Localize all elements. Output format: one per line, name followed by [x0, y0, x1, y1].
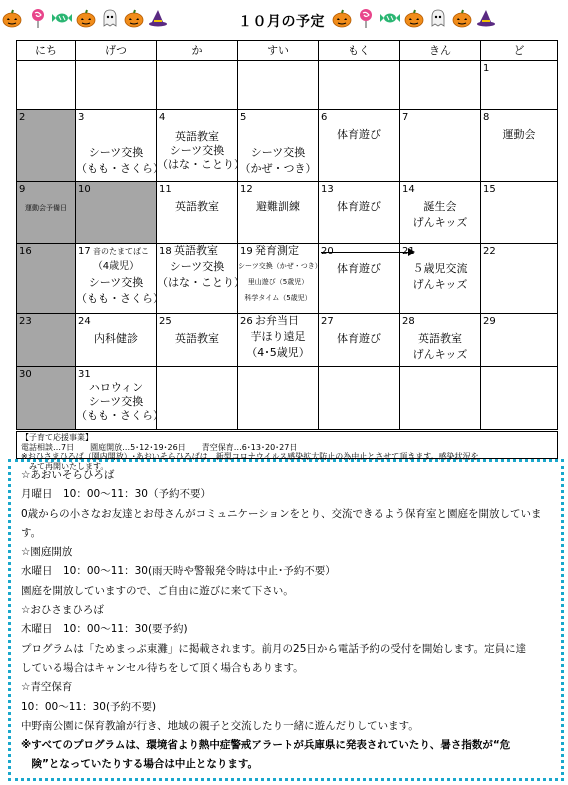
pumpkin-icon — [404, 8, 424, 28]
aoizora-desc-2: す。 — [21, 526, 42, 539]
day-inline-event: 英語教室 — [174, 244, 218, 257]
support-heading: 【子育て応援事業】 — [21, 433, 93, 442]
pumpkin-icon — [2, 8, 22, 28]
day-event: 体育遊び — [337, 262, 381, 275]
candy-icon — [28, 8, 48, 28]
day-cell — [481, 182, 558, 244]
day-cell — [76, 367, 164, 430]
day-event: ハロウィン — [88, 381, 144, 394]
witch-hat-icon — [148, 8, 168, 28]
day-event: 避難訓練 — [256, 200, 300, 213]
day-event: げんキッズ — [412, 216, 468, 229]
day-cell — [157, 367, 238, 430]
day-number: 12 — [240, 184, 253, 195]
day-cell — [319, 182, 400, 244]
weekday-header: か — [157, 41, 238, 61]
day-number: 14 — [402, 184, 415, 195]
day-inline-event: 発育測定 — [255, 244, 299, 257]
day-number: 11 — [159, 184, 172, 195]
day-cell — [319, 244, 400, 314]
support-programs-box — [16, 431, 558, 471]
day-event: （もも・さくら） — [76, 162, 164, 175]
day-number: 30 — [19, 369, 32, 380]
day-number: 23 — [19, 316, 32, 327]
day-cell — [238, 244, 322, 314]
day-cell — [319, 110, 400, 182]
aoizora-heading: ☆あおいそらひろば — [21, 469, 115, 481]
day-number: 27 — [321, 316, 334, 327]
day-event: 里山遊び（5歳児） — [247, 278, 309, 286]
day-cell — [17, 61, 76, 110]
aoizora-desc-1: 0歳からの小さなお友達とお母さんがコミュニケーションをとり、交流できるよう保育室と園庭を開放していま — [21, 507, 542, 520]
day-cell — [319, 367, 400, 430]
pumpkin-icon — [124, 8, 144, 28]
day-number: 10 — [78, 184, 91, 195]
day-number: 8 — [483, 112, 490, 123]
witch-hat-icon — [476, 8, 496, 28]
day-cell — [76, 61, 157, 110]
day-cell — [157, 314, 238, 367]
aoizora-time: 月曜日 10：00～11：30（予約不要） — [21, 488, 211, 501]
day-number: 16 — [19, 246, 32, 257]
day-event: 科学タイム（5歳児） — [244, 294, 312, 302]
day-event: 英語教室 — [175, 200, 219, 213]
day-event: 内科健診 — [94, 332, 138, 345]
day-number: 3 — [78, 112, 85, 123]
weekday-header: きん — [400, 41, 481, 61]
day-event: シーツ交換 — [88, 395, 144, 408]
day-event: （もも・さくら） — [76, 292, 164, 305]
day-number: 6 — [321, 112, 328, 123]
day-cell — [400, 182, 481, 244]
day-number: 25 — [159, 316, 172, 327]
weekday-header: ど — [481, 41, 558, 61]
day-cell — [481, 61, 558, 110]
day-event: シーツ交換 — [250, 146, 306, 159]
day-event: げんキッズ — [412, 278, 468, 291]
day-number: 19 — [240, 246, 253, 257]
event-span-arrow-line — [321, 252, 410, 253]
day-event: シーツ交換 — [169, 144, 225, 157]
day-number: 7 — [402, 112, 409, 123]
day-cell — [157, 182, 238, 244]
day-event: 運動会 — [502, 128, 536, 141]
cancellation-note-1: ※すべてのプログラムは、環境省より熱中症警戒アラートが兵庫県に発表されていたり、暑さ指数が“危 — [21, 739, 511, 752]
pumpkin-icon — [452, 8, 472, 28]
day-number: 21 — [402, 246, 415, 257]
cancellation-note-2: 険”となっていたりする場合は中止となります。 — [21, 758, 259, 771]
pumpkin-icon — [76, 8, 96, 28]
arrow-head-icon — [408, 248, 415, 256]
weekday-header: もく — [319, 41, 400, 61]
day-number: 24 — [78, 316, 91, 327]
support-line-2: ※おひさまひろば（園内開放）･あおいそらひろばは、新型コロナウイルス感染拡大防止の為中止とさせて頂きます。感染状況を — [21, 452, 479, 462]
day-cell — [481, 110, 558, 182]
day-event: （はな・ことり） — [157, 158, 245, 171]
day-event: （4･5歳児） — [246, 346, 310, 359]
day-number: 4 — [159, 112, 166, 123]
day-event: （4歳児） — [92, 261, 140, 272]
day-number: 26 — [240, 316, 253, 327]
day-cell — [17, 314, 76, 367]
day-cell — [157, 110, 245, 182]
garden-time: 水曜日 10：00～11：30(雨天時や警報発令時は中止･予約不要） — [21, 565, 336, 578]
day-event: 体育遊び — [337, 128, 381, 141]
day-cell — [481, 367, 558, 430]
day-event: 運動会予備日 — [25, 204, 67, 212]
day-cell — [238, 110, 319, 182]
day-cell — [17, 110, 76, 182]
ghost-icon — [100, 8, 120, 28]
support-line-1: 電話相談…7日 園庭開放…5･12･19･26日 青空保育…6･13･20･27日 — [21, 442, 298, 452]
wrapped-candy-icon — [380, 8, 400, 28]
aozora-heading: ☆青空保育 — [21, 681, 73, 694]
day-cell — [157, 61, 238, 110]
header — [0, 0, 568, 38]
ohisama-time: 木曜日 10：00～11：30(要予約) — [21, 623, 188, 636]
ohisama-heading: ☆おひさまひろば — [21, 604, 104, 617]
day-cell — [17, 367, 76, 430]
day-cell — [76, 244, 164, 314]
day-event: 体育遊び — [337, 200, 381, 213]
day-cell — [238, 367, 319, 430]
day-cell — [319, 61, 400, 110]
day-cell — [238, 61, 319, 110]
day-event: ５歳児交流 — [412, 262, 468, 275]
day-cell — [17, 244, 76, 314]
garden-heading: ☆園庭開放 — [21, 546, 73, 559]
day-event: （もも・さくら） — [76, 409, 164, 422]
day-number: 17 — [78, 246, 91, 257]
program-info-box — [8, 459, 564, 781]
day-cell — [400, 110, 481, 182]
wrapped-candy-icon — [52, 8, 72, 28]
day-number: 22 — [483, 246, 496, 257]
ohisama-desc-1: プログラムは「ためまっぷ東灘」に掲載されます。前月の25日から電話予約の受付を開始します。定員に達 — [21, 642, 527, 655]
support-line-3: みて再開いたします。 — [21, 461, 109, 471]
day-cell — [400, 61, 481, 110]
day-number: 13 — [321, 184, 334, 195]
day-cell — [76, 182, 157, 244]
day-number: 31 — [78, 369, 91, 380]
day-number: 9 — [19, 184, 26, 195]
day-cell — [17, 182, 76, 244]
ohisama-desc-2: している場合はキャンセル待ちをして頂く場合もあります。 — [21, 661, 304, 674]
day-number: 15 — [483, 184, 496, 195]
weekday-header: すい — [238, 41, 319, 61]
pumpkin-icon — [332, 8, 352, 28]
day-event: シーツ交換 — [169, 260, 225, 273]
day-event: 英語教室 — [418, 332, 462, 345]
day-cell — [481, 314, 558, 367]
day-number: 28 — [402, 316, 415, 327]
day-number: 18 — [159, 246, 172, 257]
day-event: （はな・ことり） — [157, 276, 245, 289]
day-number: 2 — [19, 112, 26, 123]
day-number: 29 — [483, 316, 496, 327]
day-cell — [76, 110, 164, 182]
day-cell — [319, 314, 400, 367]
weekday-header: にち — [17, 41, 76, 61]
aozora-time: 10：00～11：30(予約不要) — [21, 700, 157, 713]
day-event: （かぜ・つき） — [239, 162, 317, 175]
weekday-header: げつ — [76, 41, 157, 61]
day-cell — [400, 367, 481, 430]
day-event: げんキッズ — [412, 348, 468, 361]
day-cell — [400, 314, 481, 367]
day-cell — [76, 314, 157, 367]
day-event: シーツ交換（かぜ・つき） — [238, 262, 322, 270]
day-event: 芋ほり遠足 — [250, 330, 306, 343]
day-cell — [481, 244, 558, 314]
calendar-grid — [16, 40, 558, 430]
day-cell — [157, 244, 245, 314]
garden-desc: 園庭を開放していますので、ご自由に遊びに来て下さい。 — [21, 584, 294, 597]
day-event: 英語教室 — [175, 332, 219, 345]
page-title: １０月の予定 — [238, 14, 325, 30]
day-inline-event: 音のたまてばこ — [93, 247, 149, 256]
day-event: 英語教室 — [175, 130, 219, 143]
day-event: 誕生会 — [423, 200, 457, 213]
day-cell — [238, 314, 319, 367]
day-number: 1 — [483, 63, 490, 74]
aozora-desc: 中野南公園に保育教諭が行き、地域の親子と交流したり一緒に遊んだりしています。 — [21, 719, 419, 732]
day-number: 5 — [240, 112, 247, 123]
day-event: シーツ交換 — [88, 146, 144, 159]
day-number: 20 — [321, 246, 334, 257]
candy-icon — [356, 8, 376, 28]
day-cell — [238, 182, 319, 244]
day-inline-event: お弁当日 — [255, 314, 299, 327]
ghost-icon — [428, 8, 448, 28]
day-event: シーツ交換 — [88, 276, 144, 289]
day-event: 体育遊び — [337, 332, 381, 345]
